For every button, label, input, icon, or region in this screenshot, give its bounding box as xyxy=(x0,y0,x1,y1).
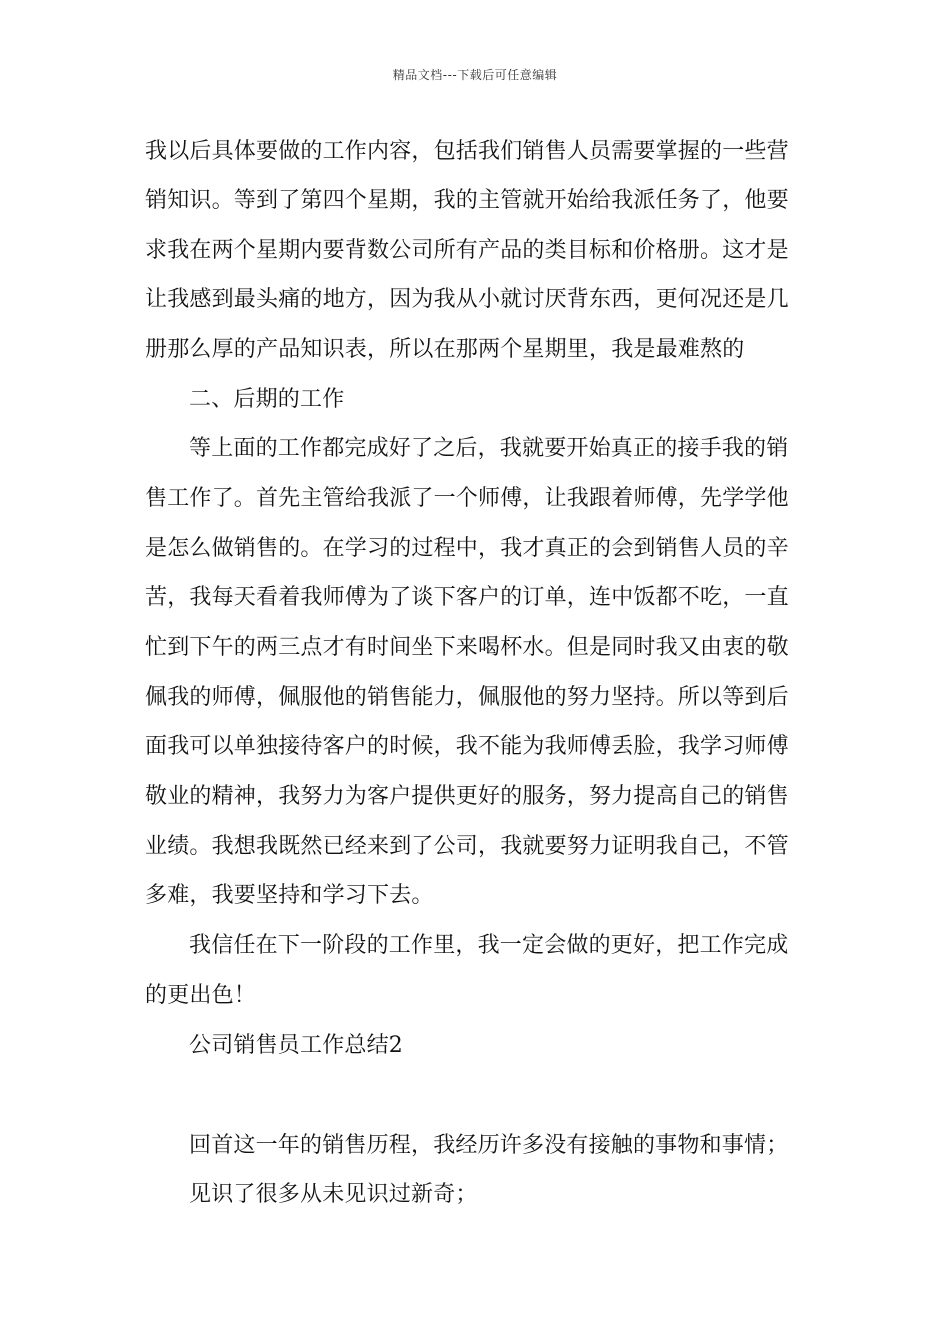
paragraph-line: 的更出色！ xyxy=(145,983,257,1008)
paragraph-line: 销知识。等到了第四个星期，我的主管就开始给我派任务了，他要 xyxy=(145,188,789,213)
paragraph-line: 我以后具体要做的工作内容，包括我们销售人员需要掌握的一些营 xyxy=(145,139,789,164)
paragraph-line: 回首这一年的销售历程，我经历许多没有接触的事物和事情； xyxy=(189,1133,789,1158)
paragraph-line: 册那么厚的产品知识表，所以在那两个星期里，我是最难熬的 xyxy=(145,337,745,362)
paragraph-line: 见识了很多从未见识过新奇； xyxy=(189,1182,478,1207)
paragraph-line: 售工作了。首先主管给我派了一个师傅，让我跟着师傅，先学学他 xyxy=(145,486,789,511)
paragraph-line: 面我可以单独接待客户的时候，我不能为我师傅丢脸，我学习师傅 xyxy=(145,734,789,759)
paragraph-line: 忙到下午的两三点才有时间坐下来喝杯水。但是同时我又由衷的敬 xyxy=(145,635,789,660)
paragraph-line: 是怎么做销售的。在学习的过程中，我才真正的会到销售人员的辛 xyxy=(145,536,789,561)
paragraph-line: 苦，我每天看着我师傅为了谈下客户的订单，连中饭都不吃，一直 xyxy=(145,585,789,610)
page-header: 精品文档---下载后可任意编辑 xyxy=(392,68,558,82)
paragraph-line: 多难，我要坚持和学习下去。 xyxy=(145,883,434,908)
paragraph-line: 我信任在下一阶段的工作里，我一定会做的更好，把工作完成 xyxy=(189,933,789,958)
paragraph-line: 业绩。我想我既然已经来到了公司，我就要努力证明我自己，不管 xyxy=(145,834,789,859)
section-heading: 二、后期的工作 xyxy=(189,387,345,412)
section-title: 公司销售员工作总结2 xyxy=(189,1033,403,1058)
paragraph-line: 等上面的工作都完成好了之后，我就要开始真正的接手我的销 xyxy=(189,436,789,461)
paragraph-line: 让我感到最头痛的地方，因为我从小就讨厌背东西，更何况还是几 xyxy=(145,287,789,312)
paragraph-line: 佩我的师傅，佩服他的销售能力，佩服他的努力坚持。所以等到后 xyxy=(145,685,789,710)
paragraph-line: 求我在两个星期内要背数公司所有产品的类目标和价格册。这才是 xyxy=(145,238,789,263)
paragraph-line: 敬业的精神，我努力为客户提供更好的服务，努力提高自己的销售 xyxy=(145,784,789,809)
